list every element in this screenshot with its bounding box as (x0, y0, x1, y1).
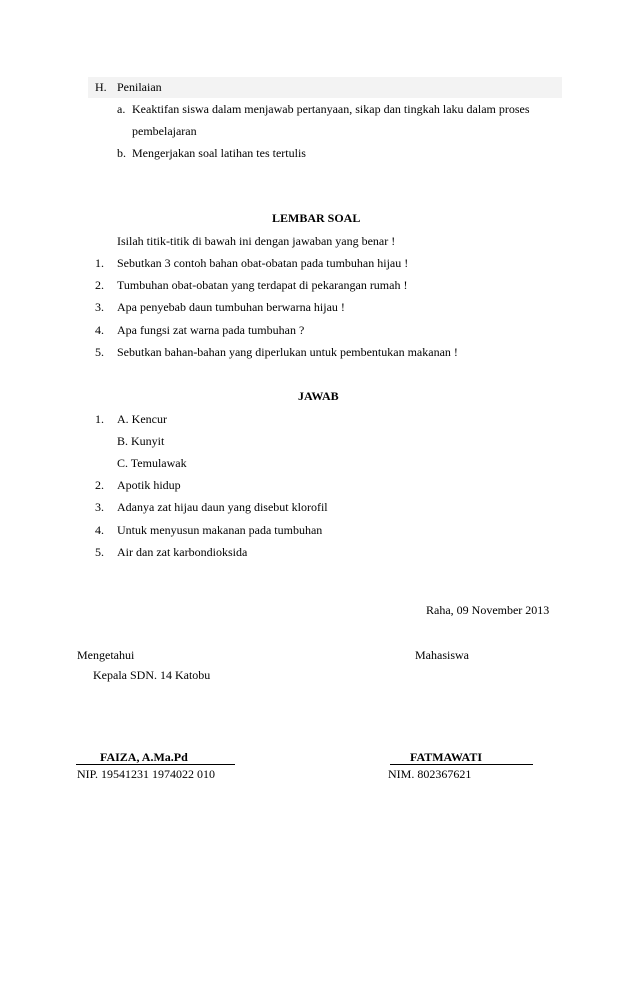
answer-number: 1. (95, 412, 104, 426)
answer-text: A. Kencur (117, 412, 167, 426)
lembar-soal-title: LEMBAR SOAL (272, 211, 361, 225)
signature-right-underline (390, 764, 533, 765)
question-text: Apa fungsi zat warna pada tumbuhan ? (117, 323, 305, 337)
signature-right-name: FATMAWATI (410, 750, 482, 764)
section-h-item-b-marker: b. (117, 146, 126, 160)
answer-number: 4. (95, 523, 104, 537)
section-h-item-a-text-continued: pembelajaran (132, 124, 197, 138)
section-h-item-b-text: Mengerjakan soal latihan tes tertulis (132, 146, 306, 160)
question-number: 1. (95, 256, 104, 270)
signature-left-name: FAIZA, A.Ma.Pd (100, 750, 188, 764)
question-number: 5. (95, 345, 104, 359)
answer-text: Untuk menyusun makanan pada tumbuhan (117, 523, 323, 537)
question-text: Sebutkan bahan-bahan yang diperlukan untuk pembentukan makanan ! (117, 345, 458, 359)
section-h-item-a-marker: a. (117, 102, 126, 116)
answer-number: 2. (95, 478, 104, 492)
section-h-marker: H. (95, 80, 107, 94)
question-number: 3. (95, 300, 104, 314)
question-number: 4. (95, 323, 104, 337)
signature-left-underline (76, 764, 235, 765)
answer-text: C. Temulawak (117, 456, 187, 470)
signature-right-label: Mahasiswa (415, 648, 469, 662)
question-text: Sebutkan 3 contoh bahan obat-obatan pada tumbuhan hijau ! (117, 256, 409, 270)
section-h-title: Penilaian (117, 80, 162, 94)
jawab-title: JAWAB (298, 389, 339, 403)
signature-left-role: Kepala SDN. 14 Katobu (93, 668, 211, 682)
place-date: Raha, 09 November 2013 (426, 603, 550, 617)
question-number: 2. (95, 278, 104, 292)
answer-number: 3. (95, 500, 104, 514)
question-text: Tumbuhan obat-obatan yang terdapat di pekarangan rumah ! (117, 278, 408, 292)
answer-number: 5. (95, 545, 104, 559)
question-text: Apa penyebab daun tumbuhan berwarna hijau ! (117, 300, 345, 314)
signature-left-label: Mengetahui (77, 648, 135, 662)
answer-text: Air dan zat karbondioksida (117, 545, 248, 559)
section-h-item-a-text: Keaktifan siswa dalam menjawab pertanyaan, sikap dan tingkah laku dalam proses (132, 102, 530, 116)
answer-text: B. Kunyit (117, 434, 165, 448)
signature-right-id: NIM. 802367621 (388, 767, 472, 781)
signature-left-id: NIP. 19541231 1974022 010 (77, 767, 216, 781)
answer-text: Apotik hidup (117, 478, 181, 492)
answer-text: Adanya zat hijau daun yang disebut klorofil (117, 500, 328, 514)
lembar-soal-instruction: Isilah titik-titik di bawah ini dengan jawaban yang benar ! (117, 234, 396, 248)
